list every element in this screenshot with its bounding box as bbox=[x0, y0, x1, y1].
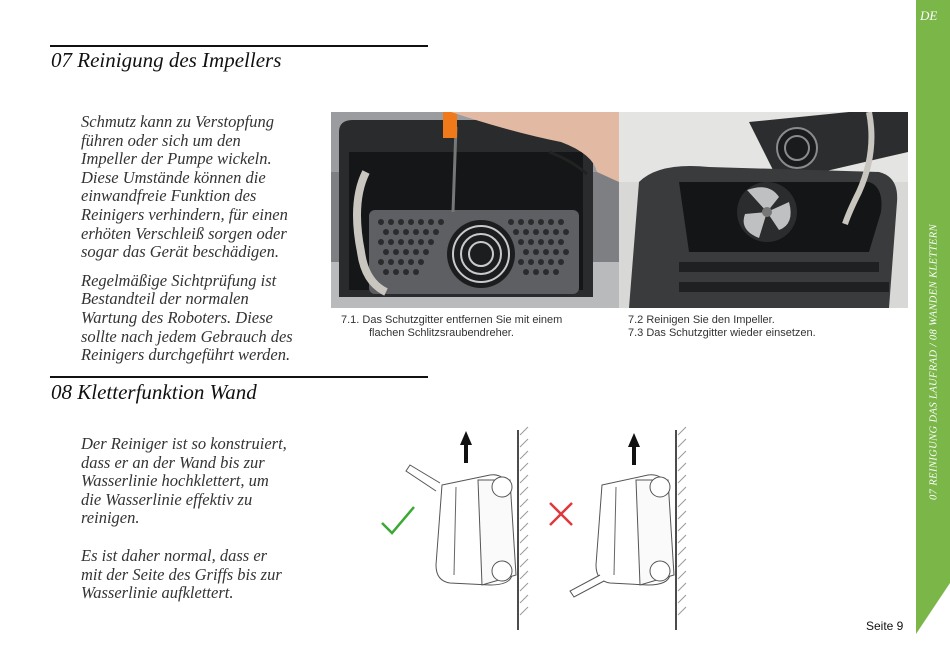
section-08-paragraph-1: Der Reiniger ist so konstruiert, dass er an der Wand bis zur Wasserlinie hochklettert, um die Wasserlinie effektiv zu reinigen. bbox=[81, 434, 287, 528]
page-number: Seite 9 bbox=[866, 619, 904, 633]
section-07-paragraph-2: Regelmäßige Sichtprüfung ist Bestandteil der normalen Wartung des Roboters. Diese sollte nach jedem Gebrauch des Reinigers durchgeführt werden. bbox=[81, 270, 293, 365]
section-side-label-text: 07 REINIGUNG DAS LAUFRAD / 08 WANDEN KLETTERN bbox=[928, 224, 940, 500]
section-07-text bbox=[81, 113, 321, 365]
photo-clean-impeller bbox=[619, 112, 908, 308]
section-07-rule bbox=[50, 45, 428, 47]
language-tag: DE bbox=[920, 8, 938, 23]
caption-photo-1: 7.1. Das Schutzgitter entfernen Sie mit einem flachen Schlitzsraubendreher. bbox=[341, 314, 563, 339]
wall-climbing-diagram bbox=[370, 425, 700, 635]
correct-orientation-figure bbox=[382, 427, 528, 630]
section-07-paragraph-1: Schmutz kann zu Verstopfung führen oder sich um den Impeller der Pumpe wickeln. Diese Umstände können die einwandfreie Funktion des Reinigers verhindern, für einen erhöten Verschleiß sorgen oder sogar das Gerät beschädigen. bbox=[81, 112, 288, 262]
section-08-rule bbox=[50, 376, 428, 378]
photo-remove-grille bbox=[331, 112, 619, 308]
section-07-title: 07 Reinigung des Impellers bbox=[51, 48, 282, 72]
section-08-text bbox=[81, 435, 321, 603]
section-08-title: 08 Kletterfunktion Wand bbox=[51, 380, 257, 404]
wrong-orientation-figure bbox=[550, 427, 686, 630]
section-08-paragraph-2: Es ist daher normal, dass er mit der Seite des Griffs bis zur Wasserlinie aufklettert. bbox=[81, 545, 282, 603]
caption-photo-2: 7.2 Reinigen Sie den Impeller. 7.3 Das Schutzgitter wieder einsetzen. bbox=[628, 314, 816, 339]
